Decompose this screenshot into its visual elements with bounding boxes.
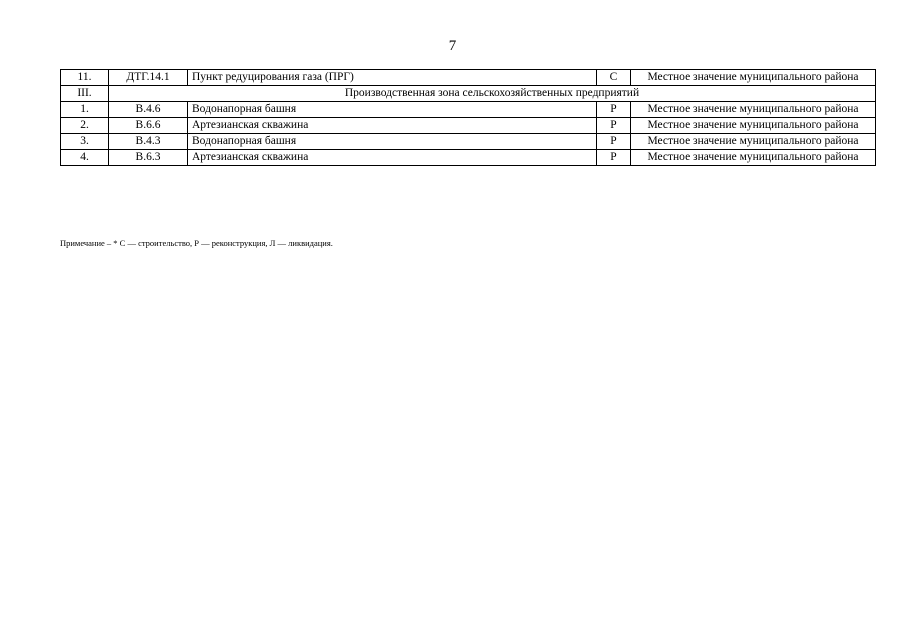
object-code: В.4.3	[109, 134, 188, 150]
table-row	[61, 134, 876, 150]
table-footnote: Примечание – * С — строительство, Р — реконструкция, Л — ликвидация.	[60, 238, 333, 248]
section-number: III.	[61, 86, 109, 102]
page-number: 7	[448, 38, 457, 54]
section-title: Производственная зона сельскохозяйственных предприятий	[109, 86, 876, 102]
table-row	[61, 70, 876, 86]
object-name: Пункт редуцирования газа (ПРГ)	[188, 70, 597, 86]
object-significance: Местное значение муниципального района	[631, 70, 876, 86]
row-number: 3.	[61, 134, 109, 150]
section-row	[61, 86, 876, 102]
action-type: Р	[597, 150, 631, 166]
table-row	[61, 102, 876, 118]
object-significance: Местное значение муниципального района	[631, 102, 876, 118]
row-number: 2.	[61, 118, 109, 134]
object-code: В.4.6	[109, 102, 188, 118]
action-type: Р	[597, 102, 631, 118]
object-code: ДТГ.14.1	[109, 70, 188, 86]
object-code: В.6.6	[109, 118, 188, 134]
object-significance: Местное значение муниципального района	[631, 134, 876, 150]
row-number: 4.	[61, 150, 109, 166]
action-type: С	[597, 70, 631, 86]
action-type: Р	[597, 118, 631, 134]
row-number: 1.	[61, 102, 109, 118]
object-code: В.6.3	[109, 150, 188, 166]
object-name: Водонапорная башня	[188, 134, 597, 150]
object-name: Водонапорная башня	[188, 102, 597, 118]
table-row	[61, 150, 876, 166]
object-significance: Местное значение муниципального района	[631, 118, 876, 134]
object-name: Артезианская скважина	[188, 150, 597, 166]
objects-table	[60, 69, 876, 166]
object-significance: Местное значение муниципального района	[631, 150, 876, 166]
action-type: Р	[597, 134, 631, 150]
row-number: 11.	[61, 70, 109, 86]
table-row	[61, 118, 876, 134]
object-name: Артезианская скважина	[188, 118, 597, 134]
